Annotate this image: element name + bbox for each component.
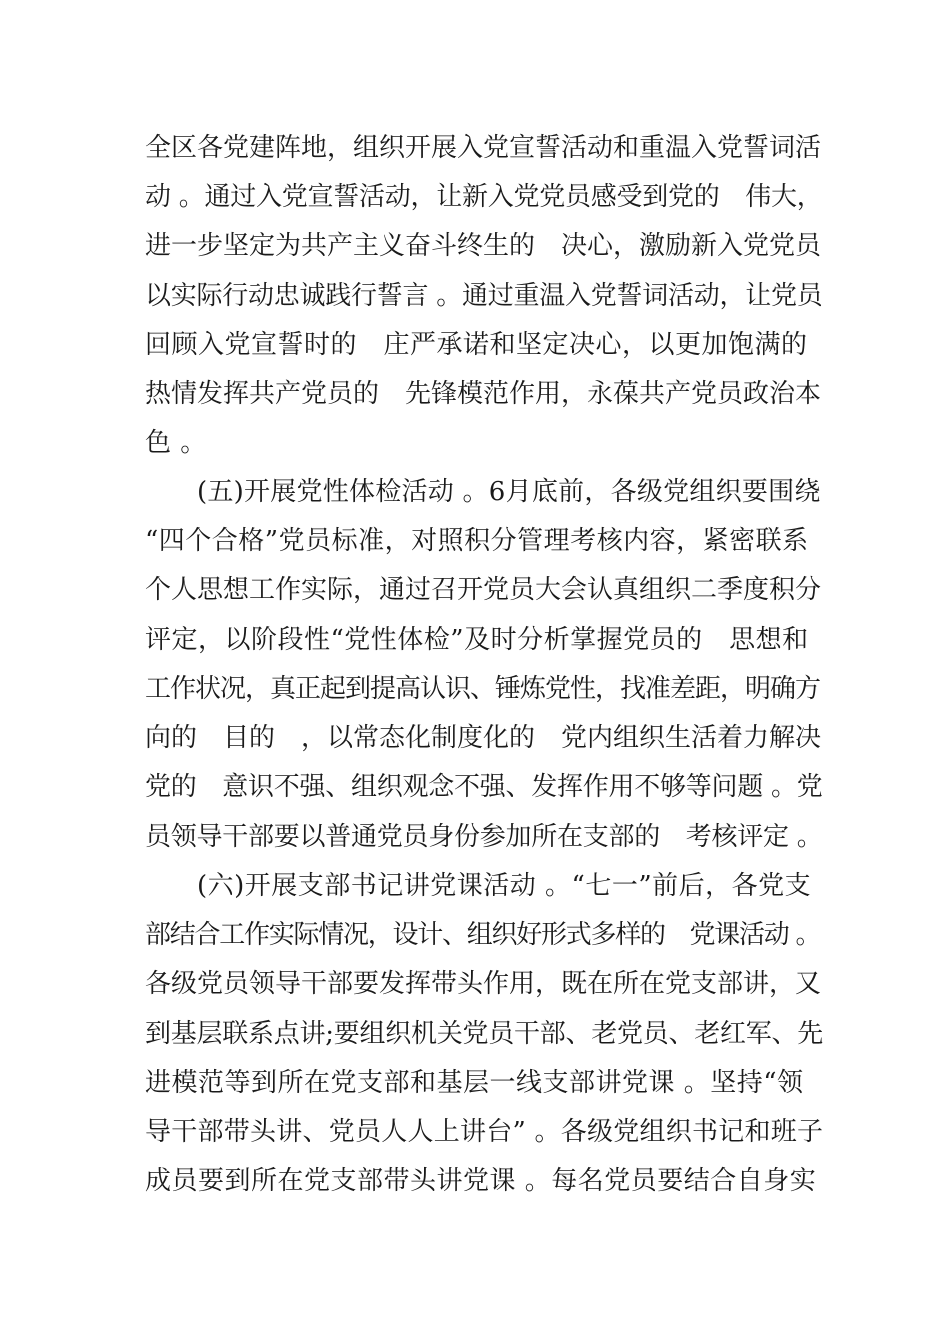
text-line: 全区各党建阵地，组织开展入党宣誓活动和重温入党誓词活 [145,133,822,163]
text-line: 工作状况，真正起到提高认识、锤炼党性，找准差距，明确方 [145,674,821,704]
section-heading-5: (五)开展党性体检活动 。6月底前，各级党组织要围绕 [197,477,821,507]
text-line: 评定，以阶段性“党性体检”及时分析掌握党员的 思想和 [145,625,809,655]
text-line: 热情发挥共产党员的 先锋模范作用，永葆共产党员政治本 [145,379,822,409]
text-line: 以实际行动忠诚践行誓言 。通过重温入党誓词活动，让党员 [145,281,823,311]
text-line: 向的 目的 ，以常态化制度化的 党内组织生活着力解决 [145,723,822,753]
text-line: 进一步坚定为共产主义奋斗终生的 决心，激励新入党党员 [145,231,822,261]
text-line: 到基层联系点讲;要组织机关党员干部、老党员、老红军、先 [145,1019,824,1049]
text-line: 导干部带头讲、党员人人上讲台” 。各级党组织书记和班子 [145,1117,824,1147]
text-line: 进模范等到所在党支部和基层一线支部讲党课 。坚持“领 [145,1068,804,1098]
section-heading-6: (六)开展支部书记讲党课活动 。“七一”前后，各党支 [197,871,812,901]
text-line: 员领导干部要以普通党员身份参加所在支部的 考核评定 。 [145,822,823,852]
text-line: 回顾入党宣誓时的 庄严承诺和坚定决心，以更加饱满的 [145,330,808,360]
text-line: 色 。 [145,428,207,458]
text-line: 个人思想工作实际，通过召开党员大会认真组织二季度积分 [145,575,822,605]
text-line: 党的 意识不强、组织观念不强、发挥作用不够等问题 。党 [145,772,823,802]
text-line: 各级党员领导干部要发挥带头作用，既在所在党支部讲，又 [145,969,822,999]
text-line: 动 。通过入党宣誓活动，让新入党党员感受到党的 伟大， [145,182,823,212]
text-line: 部结合工作实际情况，设计、组织好形式多样的 党课活动 。 [145,920,821,950]
text-line: “四个合格”党员标准，对照积分管理考核内容，紧密联系 [145,526,809,556]
text-line: 成员要到所在党支部带头讲党课 。每名党员要结合自身实 [145,1166,817,1196]
